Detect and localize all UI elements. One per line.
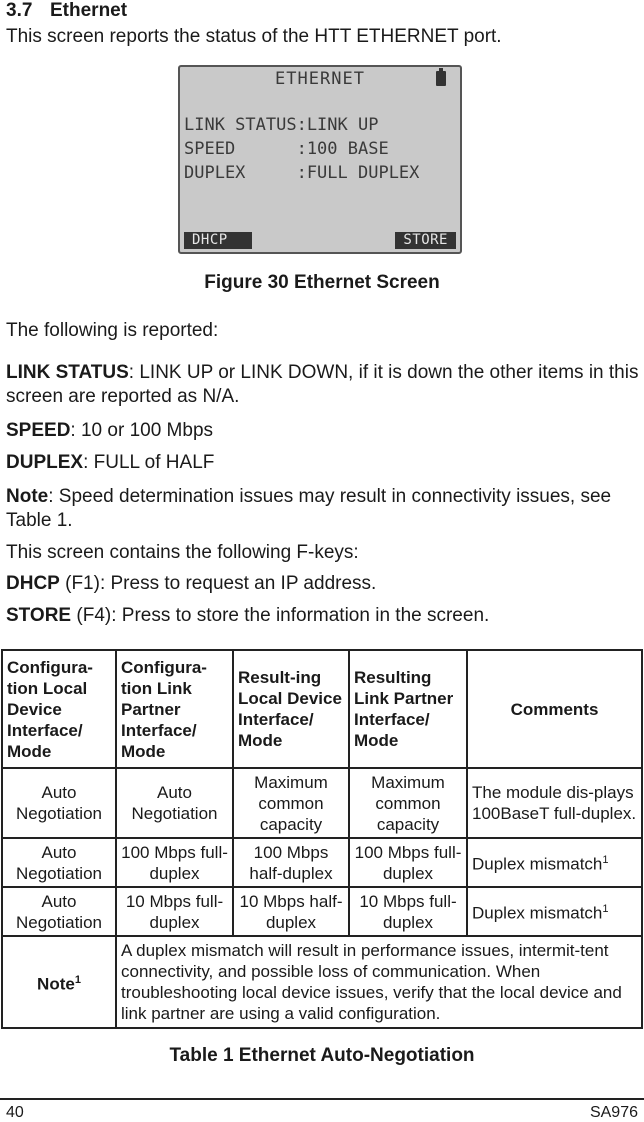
document-id: SA976 xyxy=(589,1104,638,1121)
store-label: STORE xyxy=(6,605,72,626)
figure-caption: Figure 30 Ethernet Screen xyxy=(204,272,440,293)
section-intro: This screen reports the status of the HTT ETHERNET port. xyxy=(6,26,502,47)
table-cell: 100 Mbps full-duplex xyxy=(349,838,467,887)
table-cell: Maximum common capacity xyxy=(233,768,349,838)
table-cell: The module dis-plays 100BaseT full-duplex. xyxy=(467,768,642,838)
duplex-text: : FULL of HALF xyxy=(83,452,215,473)
battery-icon xyxy=(436,71,446,86)
table-note-row xyxy=(2,936,642,1028)
dhcp-label: DHCP xyxy=(6,573,60,594)
link-status-label: LINK STATUS xyxy=(6,362,129,383)
table-note-text: A duplex mismatch will result in performance issues, intermit-tent connectivity, and possible loss of communication. When troubleshooting local device issues, verify that the local device and link partner are using a valid configuration. xyxy=(116,936,642,1028)
duplex-paragraph xyxy=(6,451,640,475)
footer-divider xyxy=(0,1098,644,1100)
ethernet-lcd-screen xyxy=(178,65,462,254)
header-comments: Comments xyxy=(467,650,642,768)
fkeys-intro: This screen contains the following F-keys: xyxy=(6,542,359,563)
header-local-config: Configura-tion Local Device Interface/ Mode xyxy=(2,650,116,768)
dhcp-fkey[interactable]: DHCP xyxy=(184,232,252,249)
table-cell: 10 Mbps full-duplex xyxy=(349,887,467,936)
duplex-label: DUPLEX xyxy=(6,452,84,473)
header-partner-result: Resulting Link Partner Interface/ Mode xyxy=(349,650,467,768)
footnote-mark: 1 xyxy=(74,973,81,986)
footnote-mark: 1 xyxy=(602,903,609,916)
reported-intro: The following is reported: xyxy=(6,320,219,341)
table-note-label xyxy=(2,936,116,1028)
note-label-text: Note xyxy=(37,974,75,994)
table-cell: 100 Mbps half-duplex xyxy=(233,838,349,887)
link-status-paragraph xyxy=(6,361,640,409)
speed-text: : 10 or 100 Mbps xyxy=(70,420,214,441)
lcd-row-duplex: DUPLEX :FULL DUPLEX xyxy=(184,163,420,183)
table-cell: Auto Negotiation xyxy=(116,768,233,838)
table-cell xyxy=(467,887,642,936)
note-paragraph xyxy=(6,485,640,533)
table-cell: 100 Mbps full-duplex xyxy=(116,838,233,887)
dhcp-paragraph xyxy=(6,572,640,596)
table-cell xyxy=(467,838,642,887)
table-caption: Table 1 Ethernet Auto-Negotiation xyxy=(169,1045,475,1066)
section-heading xyxy=(6,0,127,22)
table-cell: 10 Mbps full-duplex xyxy=(116,887,233,936)
note-label: Note xyxy=(6,486,49,507)
speed-label: SPEED xyxy=(6,420,71,441)
dhcp-text: (F1): Press to request an IP address. xyxy=(59,573,377,594)
comment-text: Duplex mismatch xyxy=(472,854,603,874)
lcd-row-speed: SPEED :100 BASE xyxy=(184,139,389,159)
table-header-row xyxy=(2,650,642,768)
table-row xyxy=(2,838,642,887)
section-title: Ethernet xyxy=(50,0,128,21)
table-cell: 10 Mbps half-duplex xyxy=(233,887,349,936)
header-partner-config: Configura-tion Link Partner Interface/ Mode xyxy=(116,650,233,768)
table-row xyxy=(2,768,642,838)
header-local-result: Result-ing Local Device Interface/ Mode xyxy=(233,650,349,768)
store-text: (F4): Press to store the information in the screen. xyxy=(71,605,490,626)
auto-negotiation-table xyxy=(1,649,643,1029)
note-text: : Speed determination issues may result in connectivity issues, see Table 1. xyxy=(6,486,612,531)
table-row xyxy=(2,887,642,936)
table-cell: Maximum common capacity xyxy=(349,768,467,838)
speed-paragraph xyxy=(6,419,640,443)
store-paragraph xyxy=(6,604,640,628)
lcd-title: ETHERNET xyxy=(275,69,365,89)
footnote-mark: 1 xyxy=(602,854,609,867)
page-number: 40 xyxy=(6,1104,24,1121)
table-cell: Auto Negotiation xyxy=(2,768,116,838)
table-cell: Auto Negotiation xyxy=(2,838,116,887)
section-number: 3.7 xyxy=(6,0,33,21)
store-fkey[interactable]: STORE xyxy=(395,232,456,249)
table-cell: Auto Negotiation xyxy=(2,887,116,936)
link-status-text: : LINK UP or LINK DOWN, if it is down the other items in this screen are reported as N/A. xyxy=(6,362,639,407)
comment-text: Duplex mismatch xyxy=(472,903,603,923)
lcd-row-link-status: LINK STATUS:LINK UP xyxy=(184,115,379,135)
